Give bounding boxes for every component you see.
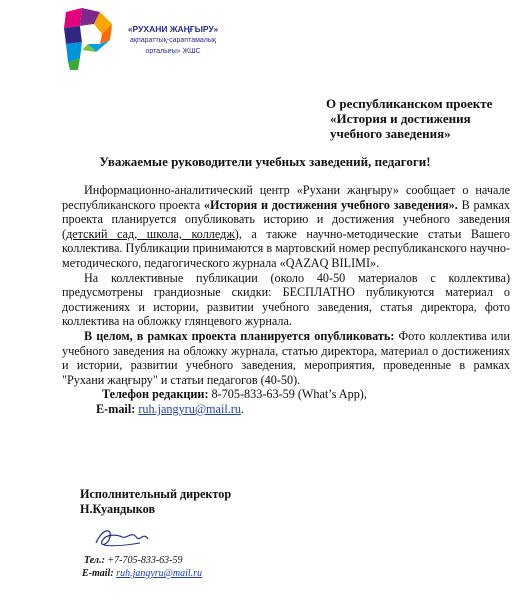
handwritten-signature [92, 525, 150, 551]
subject-line-2: «История и достижения [330, 111, 471, 126]
email-link[interactable]: ruh.jangyru@mail.ru [138, 401, 241, 416]
director-title: Исполнительный директор [80, 487, 232, 501]
logo-caption-line-3: орталығы» ЖШС [145, 48, 201, 55]
paragraph-3-text: Фото коллектива или учебного заведения на обложку журнала, статью директора, материал о достижениях и истории, развитии учебного заведения, мероприятия, проведенные в рамках "Рухани жаңғыру" и статьи педагогов (40-50). [62, 328, 510, 387]
greeting: Уважаемые руководители учебных заведений, педагоги! [99, 154, 431, 169]
logo-caption-line-2: ақпараттық-сараптамалық [130, 37, 216, 44]
footer-tel-value: +7-705-833-63-59 [104, 555, 183, 566]
paragraph-1 [62, 183, 510, 271]
email-row [62, 402, 510, 417]
phone-value: 8-705-833-63-59 (What’s App), [208, 387, 367, 402]
subject-line-1: О республиканском проекте [326, 96, 493, 111]
email-label: E-mail: [96, 401, 136, 416]
footer-email-label: E-mail: [82, 568, 114, 579]
footer-contacts [82, 554, 202, 580]
letter-body [62, 183, 510, 417]
rukhani-zhangyru-logo [60, 8, 114, 70]
paragraph-1-end: ), а также научно-методические статьи Вашего коллектива. Публикации принимаются в мартовский номер республиканского научно-методического, педагогического журнала «QAZAQ BILIMI». [62, 226, 510, 270]
letter-subject [326, 96, 526, 141]
paragraph-2: На коллективные публикации (около 40-50 материалов с коллектива) предусмотрены грандиозные скидки: БЕСПЛАТНО публикуются материал о достижениях и истории, развитии учебного заведения, статья директора, фото коллектива на обложку глянцевого журнала. [62, 270, 510, 329]
footer-tel-row [82, 554, 202, 567]
project-name: «История и достижения учебного заведения». [203, 197, 458, 212]
subject-line-3: учебного заведения» [330, 126, 451, 141]
footer-tel-label: Тел.: [84, 555, 105, 566]
institution-types: детский сад, школа, колледж [66, 226, 235, 241]
footer-email-row [82, 567, 202, 580]
footer-email-link[interactable]: ruh.jangyru@mail.ru [116, 568, 203, 579]
paragraph-3 [62, 329, 510, 387]
phone-row [62, 387, 510, 402]
email-tail: . [240, 401, 244, 416]
phone-label: Телефон редакции: [102, 387, 209, 402]
signatory [80, 487, 231, 517]
paragraph-1-intro: Информационно-аналитический центр «Рухани жаңғыру» сообщает о начале республиканского проекта [62, 183, 510, 212]
logo-caption [118, 24, 228, 57]
logo-caption-line-1: «РУХАНИ ЖАҢҒЫРУ» [127, 24, 219, 34]
paragraph-1-middle: В рамках проекта планируется опубликовать историю и достижения учебного заведения ( [62, 197, 510, 241]
contacts [62, 387, 510, 416]
paragraph-3-lead: В целом, в рамках проекта планируется опубликовать: [84, 328, 395, 343]
director-name: Н.Куандыков [80, 502, 156, 516]
